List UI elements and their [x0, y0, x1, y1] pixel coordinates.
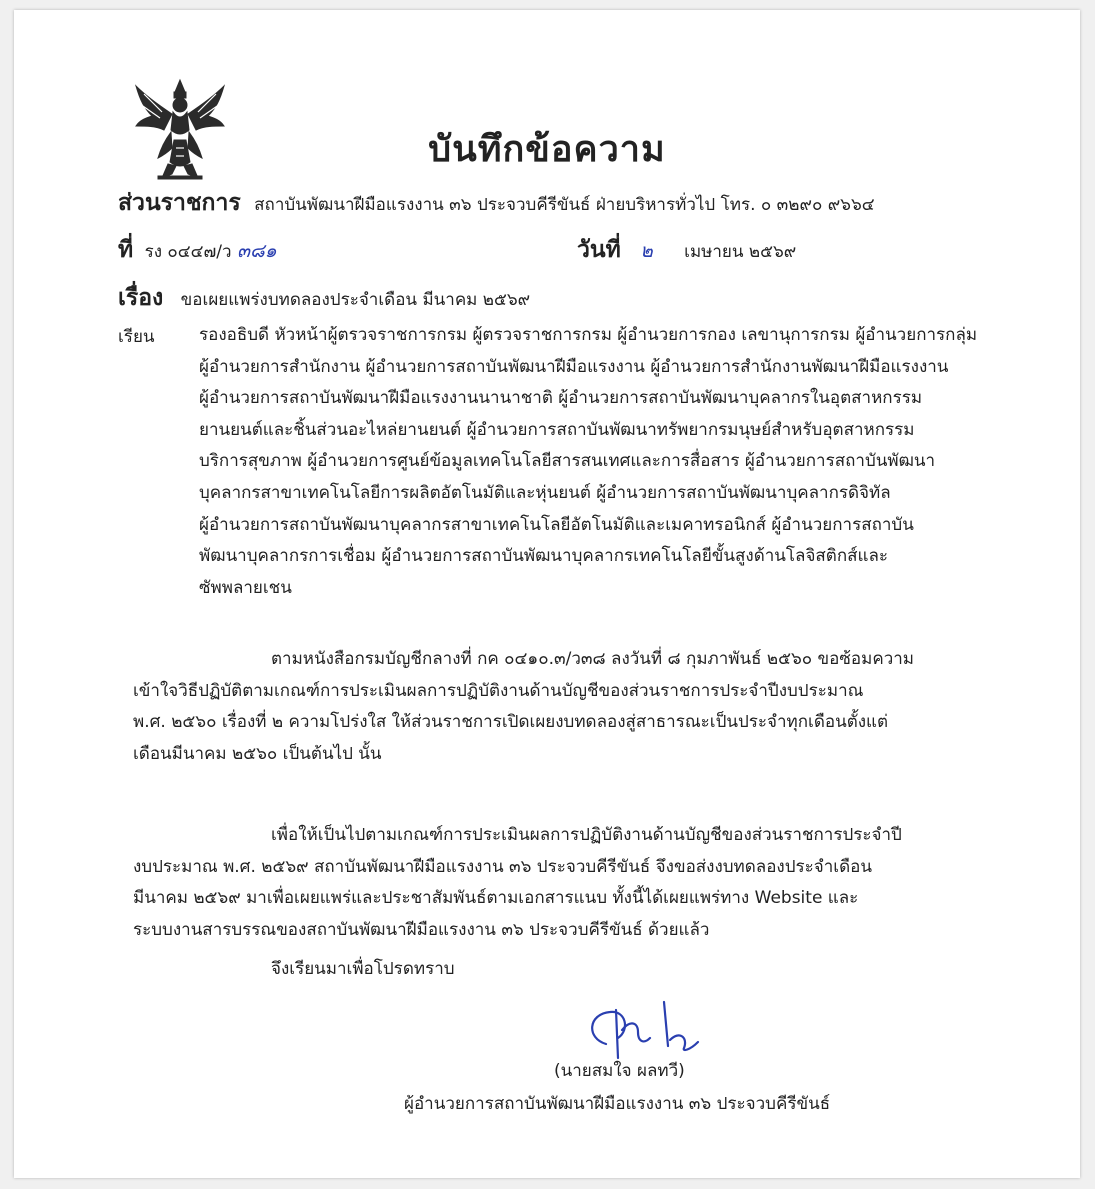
body-paragraph-2	[133, 820, 1033, 946]
paragraph-line: เข้าใจวิธีปฏิบัติตามเกณฑ์การประเมินผลการปฏิบัติงานด้านบัญชีของส่วนราชการประจำปีงบประมาณ	[133, 680, 864, 701]
date-day: ๒	[640, 240, 653, 262]
date-label: วันที่	[577, 237, 621, 263]
agency-label: ส่วนราชการ	[118, 190, 241, 216]
body-paragraph-1	[133, 644, 1033, 770]
paragraph-line: ตามหนังสือกรมบัญชีกลางที่ กค ๐๔๑๐.๓/ว๓๘ ลงวันที่ ๘ กุมภาพันธ์ ๒๕๖๐ ขอซ้อมความ	[271, 649, 915, 669]
subject-label: เรื่อง	[118, 285, 164, 311]
recipient-line: บริการสุขภาพ ผู้อำนวยการศูนย์ข้อมูลเทคโนโลยีสารสนเทศและการสื่อสาร ผู้อำนวยการสถาบันพัฒนา	[199, 451, 936, 472]
reference-prefix: รง ๐๔๔๗/ว	[144, 242, 232, 262]
memo-title: บันทึกข้อความ	[428, 129, 666, 170]
reference-row	[118, 232, 277, 268]
paragraph-line: ระบบงานสารบรรณของสถาบันพัฒนาฝีมือแรงงาน ๓๖ ประจวบคีรีขันธ์ ด้วยแล้ว	[133, 919, 710, 940]
paragraph-line: เดือนมีนาคม ๒๕๖๐ เป็นต้นไป นั้น	[133, 743, 382, 764]
recipient-list	[199, 320, 1029, 604]
agency-value: สถาบันพัฒนาฝีมือแรงงาน ๓๖ ประจวบคีรีขันธ์ ฝ่ายบริหารทั่วไป โทร. ๐ ๓๒๙๐ ๙๖๖๔	[254, 195, 875, 215]
date-month-year: เมษายน ๒๕๖๙	[684, 242, 797, 262]
recipient-line: ผู้อำนวยการสำนักงาน ผู้อำนวยการสถาบันพัฒนาฝีมือแรงงาน ผู้อำนวยการสำนักงานพัฒนาฝีมือแรงงาน	[199, 356, 949, 377]
signer-name: (นายสมใจ ผลทวี)	[554, 1061, 685, 1081]
subject-value: ขอเผยแพร่งบทดลองประจำเดือน มีนาคม ๒๕๖๙	[180, 290, 531, 310]
recipient-line: ผู้อำนวยการสถาบันพัฒนาฝีมือแรงงานนานาชาติ ผู้อำนวยการสถาบันพัฒนาบุคลากรในอุตสาหกรรม	[199, 388, 923, 409]
recipient-line: พัฒนาบุคลากรการเชื่อม ผู้อำนวยการสถาบันพัฒนาบุคลากรเทคโนโลยีขั้นสูงด้านโลจิสติกส์และ	[199, 546, 889, 567]
subject-row	[118, 280, 530, 316]
paragraph-line: เพื่อให้เป็นไปตามเกณฑ์การประเมินผลการปฏิบัติงานด้านบัญชีของส่วนราชการประจำปี	[271, 825, 902, 845]
agency-row	[118, 185, 875, 221]
reference-number: ๓๘๑	[237, 240, 277, 262]
recipient-line: บุคลากรสาขาเทคโนโลยีการผลิตอัตโนมัติและหุ่นยนต์ ผู้อำนวยการสถาบันพัฒนาบุคลากรดิจิทัล	[199, 482, 891, 503]
signer-position: ผู้อำนวยการสถาบันพัฒนาฝีมือแรงงาน ๓๖ ประจวบคีรีขันธ์	[404, 1094, 831, 1114]
memo-page	[14, 10, 1080, 1178]
date-row	[577, 232, 796, 268]
reference-label: ที่	[118, 237, 134, 263]
recipient-line: ซัพพลายเชน	[199, 577, 292, 598]
recipient-label: เรียน	[118, 327, 155, 347]
paragraph-line: มีนาคม ๒๕๖๙ มาเพื่อเผยแพร่และประชาสัมพันธ์ตามเอกสารแนบ ทั้งนี้ได้เผยแพร่ทาง Website และ	[133, 888, 859, 908]
paragraph-line: พ.ศ. ๒๕๖๐ เรื่องที่ ๒ ความโปร่งใส ให้ส่วนราชการเปิดเผยงบทดลองสู่สาธารณะเป็นประจำทุกเดือนตั้งแต่	[133, 712, 889, 732]
recipient-line: ผู้อำนวยการสถาบันพัฒนาบุคลากรสาขาเทคโนโลยีอัตโนมัติและเมคาทรอนิกส์ ผู้อำนวยการสถาบัน	[199, 514, 914, 535]
recipient-line: รองอธิบดี หัวหน้าผู้ตรวจราชการกรม ผู้ตรวจราชการกรม ผู้อำนวยการกอง เลขานุการกรม ผู้อำนวยการกลุ่ม	[199, 325, 978, 345]
recipient-line: ยานยนต์และชิ้นส่วนอะไหล่ยานยนต์ ผู้อำนวยการสถาบันพัฒนาทรัพยากรมนุษย์สำหรับอุตสาหกรรม	[199, 419, 915, 440]
closing-line: จึงเรียนมาเพื่อโปรดทราบ	[271, 959, 455, 979]
paragraph-line: งบประมาณ พ.ศ. ๒๕๖๙ สถาบันพัฒนาฝีมือแรงงาน ๓๖ ประจวบคีรีขันธ์ จึงขอส่งงบทดลองประจำเดือน	[133, 856, 872, 877]
